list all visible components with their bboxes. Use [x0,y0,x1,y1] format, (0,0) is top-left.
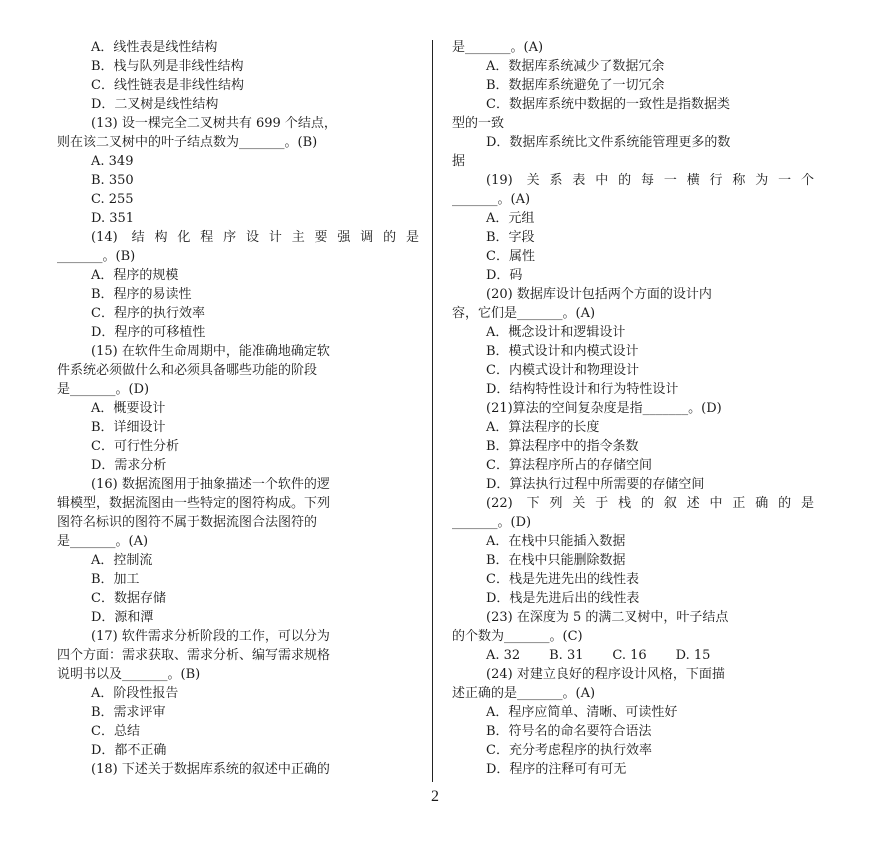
answer-option: A．阶段性报告 [91,686,179,701]
answer-option: C．栈是先进先出的线性表 [486,572,639,587]
answer-option: B．程序的易读性 [91,287,192,302]
answer-option: C．程序的执行效率 [91,306,205,321]
question-continuation: 四个方面：需求获取、需求分析、编写需求规格 [57,648,331,663]
answer-option: A．算法程序的长度 [486,420,600,435]
answer-option: B．数据库系统避免了一切冗余 [486,78,665,93]
answer-option: C．属性 [486,249,535,264]
question-text: (15) 在软件生命周期中，能准确地确定软 [91,344,330,359]
question-continuation: 是_______。(A) [452,40,544,55]
question-continuation: 是_______。(D) [57,382,150,397]
question-continuation: _______。(A) [452,192,531,207]
answer-option: C．总结 [91,724,140,739]
answer-option: A．控制流 [91,553,153,568]
question-continuation: 型的一致 [452,116,505,131]
answer-option: C．数据库系统中数据的一致性是指数据类 [486,97,730,112]
question-continuation: 辑模型，数据流图由一些特定的图符构成。下列 [57,496,331,511]
answer-option: B．栈与队列是非线性结构 [91,59,244,74]
question-continuation: 是_______。(A) [57,534,149,549]
left-column [57,38,419,779]
question-continuation: 述正确的是_______。(A) [452,686,596,701]
question-text: (21)算法的空间复杂度是指_______。(D) [486,401,722,416]
answer-option: B．详细设计 [91,420,166,435]
question-text: (14) 结构化程序设计主要强调的是 [91,230,419,245]
answer-option: D．程序的可移植性 [91,325,206,340]
answer-option: C．内模式设计和物理设计 [486,363,639,378]
question-text: (20) 数据库设计包括两个方面的设计内 [486,287,712,302]
answer-option: B．算法程序中的指令条数 [486,439,639,454]
answer-option: D．栈是先进后出的线性表 [486,591,640,606]
answer-option: D．数据库系统比文件系统能管理更多的数 [486,135,731,150]
question-continuation: 则在该二叉树中的叶子结点数为_______。(B) [57,135,318,150]
answer-option: C. 255 [91,192,134,207]
answer-option: A．概要设计 [91,401,166,416]
answer-option: A．元组 [486,211,535,226]
question-text: (16) 数据流图用于抽象描述一个软件的逻 [91,477,330,492]
answer-option: A. 349 [91,154,134,169]
answer-option: C．数据存储 [91,591,166,606]
question-continuation: 件系统必须做什么和必须具备哪些功能的阶段 [57,363,318,378]
answer-option: D．码 [486,268,523,283]
answer-option: B．需求评审 [91,705,166,720]
question-text: (23) 在深度为 5 的满二叉树中，叶子结点 [486,610,729,625]
question-continuation: _______。(B) [57,249,136,264]
answer-option: B．模式设计和内模式设计 [486,344,639,359]
answer-option: A．数据库系统减少了数据冗余 [486,59,665,74]
question-text: (24) 对建立良好的程序设计风格，下面描 [486,667,725,682]
question-continuation: 图符名标识的图符不属于数据流图合法图符的 [57,515,318,530]
answer-option: B. 350 [91,173,134,188]
question-text: (18) 下述关于数据库系统的叙述中正确的 [91,762,330,777]
answer-option: C．充分考虑程序的执行效率 [486,743,652,758]
answer-option: A．概念设计和逻辑设计 [486,325,626,340]
answer-option: D．二叉树是线性结构 [91,97,219,112]
question-continuation: 容，它们是_______。(A) [452,306,596,321]
question-text: (22) 下列关于栈的叙述中正确的是 [486,496,814,511]
question-continuation: 的个数为_______。(C) [452,629,583,644]
answer-option: B．在栈中只能删除数据 [486,553,626,568]
answer-option: A．程序应简单、清晰、可读性好 [486,705,678,720]
question-continuation: _______。(D) [452,515,532,530]
answer-option: C．算法程序所占的存储空间 [486,458,652,473]
answer-option: D. 351 [91,211,135,226]
answer-option: B．加工 [91,572,140,587]
column-divider [432,40,433,782]
answer-option: B．字段 [486,230,535,245]
question-continuation: 据 [452,154,466,169]
page-number: 2 [431,788,439,805]
question-text: (13) 设一棵完全二叉树共有 699 个结点， [91,116,337,131]
answer-option: A．在栈中只能插入数据 [486,534,626,549]
answer-option: D．程序的注释可有可无 [486,762,627,777]
right-column [452,38,814,779]
answer-option: A. 32 B. 31 C. 16 D. 15 [486,648,711,663]
answer-option: D．需求分析 [91,458,167,473]
question-continuation: 说明书以及_______。(B) [57,667,201,682]
answer-option: B．符号名的命名要符合语法 [486,724,652,739]
answer-option: D．源和潭 [91,610,154,625]
answer-option: D．结构特性设计和行为特性设计 [486,382,679,397]
answer-option: A．程序的规模 [91,268,179,283]
question-text: (17) 软件需求分析阶段的工作，可以分为 [91,629,330,644]
question-text: (19) 关系表中的每一横行称为一个 [486,173,814,188]
answer-option: A．线性表是线性结构 [91,40,218,55]
answer-option: C．可行性分析 [91,439,179,454]
answer-option: C．线性链表是非线性结构 [91,78,244,93]
answer-option: D．都不正确 [91,743,167,758]
answer-option: D．算法执行过程中所需要的存储空间 [486,477,705,492]
